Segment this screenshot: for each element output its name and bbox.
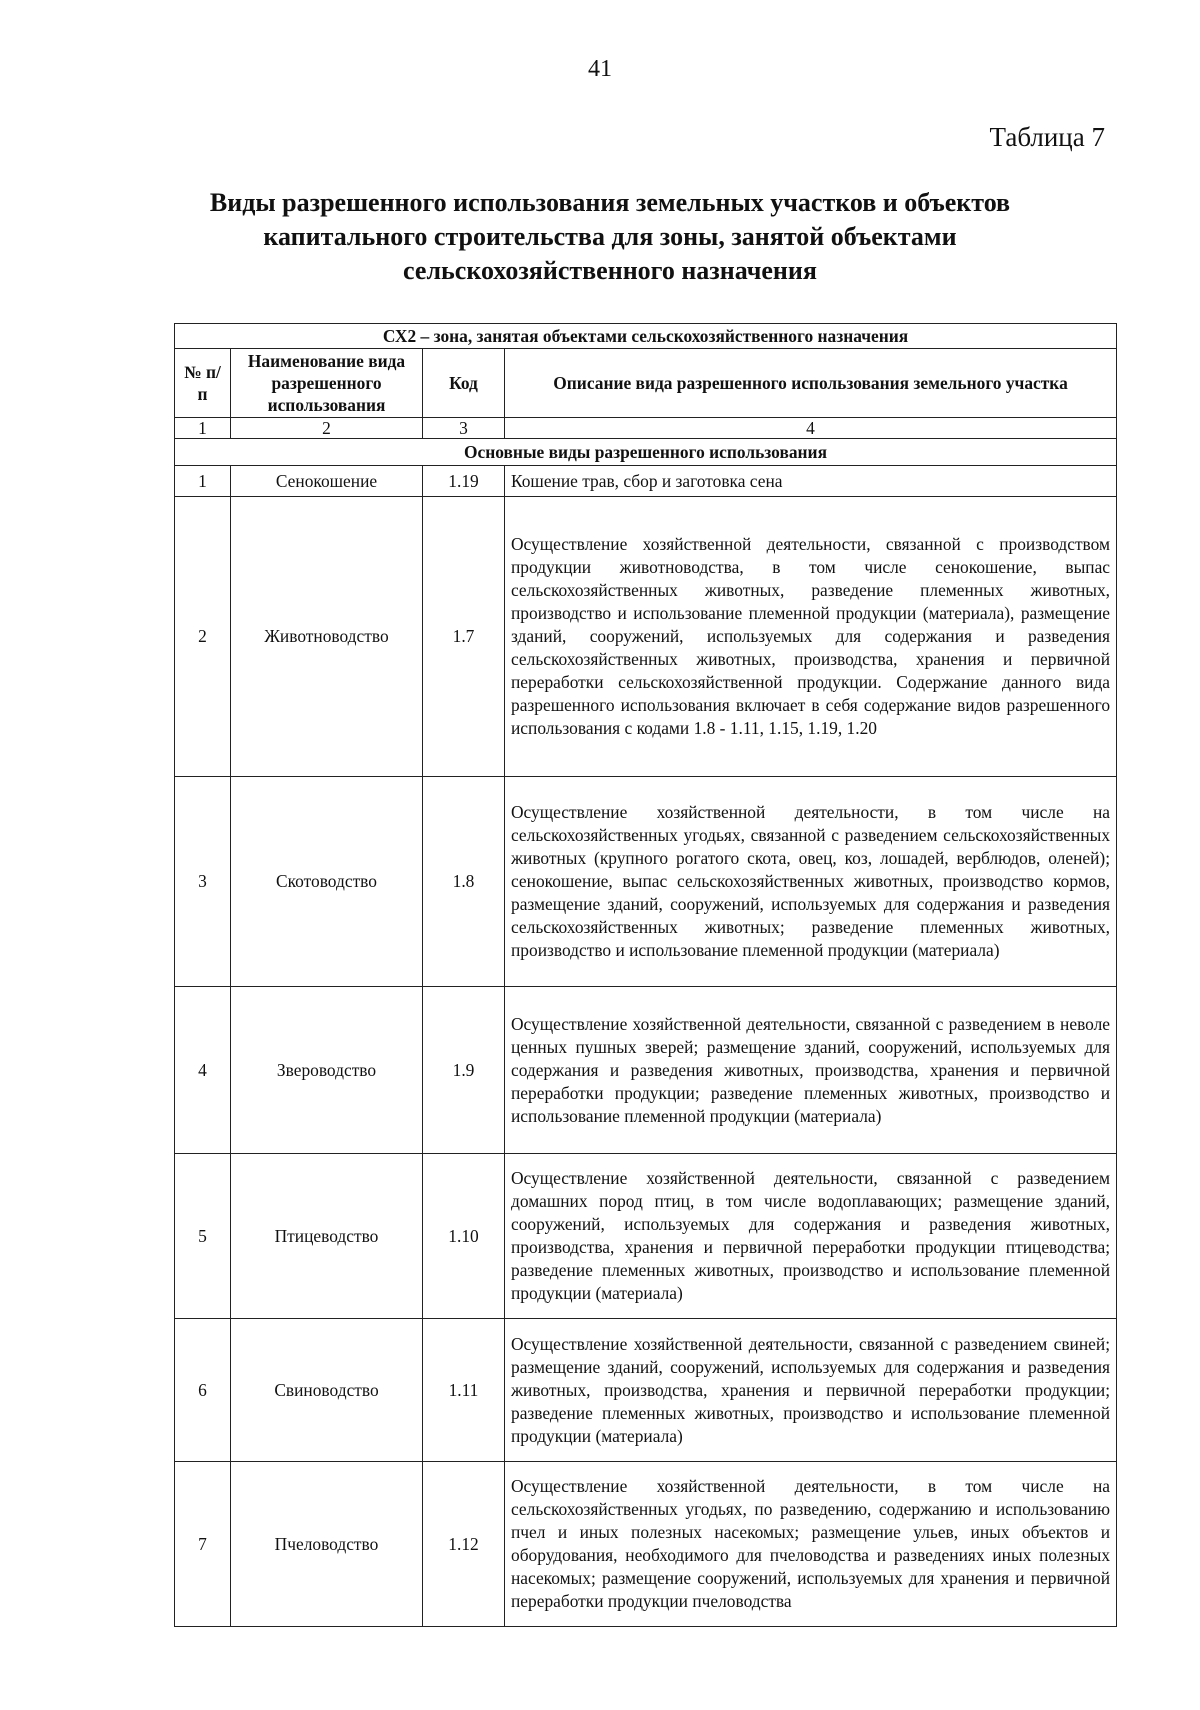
row-description: Осуществление хозяйственной деятельности, в том числе на сельскохозяйственных угодьях, связанной с разведением сельскохозяйственных животных (крупного рогатого скота, овец, коз, лошадей, верблюдов, оленей); сенокошение, выпас сельскохозяйственных животных, производство кормов, размещение зданий, сооружений, используемых для содержания и разведения сельскохозяйственных животных; разведение племенных животных, производство и использование племенной продукции (материала) xyxy=(505,777,1117,987)
page-number: 41 xyxy=(588,56,612,82)
table-row xyxy=(175,1319,1117,1462)
title-line: капитального строительства для зоны, занятой объектами xyxy=(263,222,957,251)
section-title: Основные виды разрешенного использования xyxy=(175,439,1117,466)
row-name: Звероводство xyxy=(231,987,423,1154)
row-name: Сенокошение xyxy=(231,466,423,497)
column-number: 1 xyxy=(175,418,231,439)
row-code: 1.12 xyxy=(423,1462,505,1627)
column-header-code: Код xyxy=(423,349,505,418)
row-code: 1.19 xyxy=(423,466,505,497)
document-title xyxy=(150,186,1070,288)
row-number: 6 xyxy=(175,1319,231,1462)
row-number: 7 xyxy=(175,1462,231,1627)
land-use-table xyxy=(174,323,1117,1627)
column-header-description: Описание вида разрешенного использования земельного участка xyxy=(505,349,1117,418)
table-row xyxy=(175,777,1117,987)
row-description: Кошение трав, сбор и заготовка сена xyxy=(505,466,1117,497)
table-row xyxy=(175,497,1117,777)
title-line: Виды разрешенного использования земельных участков и объектов xyxy=(209,188,1011,217)
row-name: Скотоводство xyxy=(231,777,423,987)
table-row xyxy=(175,1462,1117,1627)
table-row xyxy=(175,466,1117,497)
row-name: Свиноводство xyxy=(231,1319,423,1462)
column-number: 3 xyxy=(423,418,505,439)
row-number: 5 xyxy=(175,1154,231,1319)
table-row xyxy=(175,987,1117,1154)
table-row xyxy=(175,1154,1117,1319)
row-name: Животноводство xyxy=(231,497,423,777)
row-name: Птицеводство xyxy=(231,1154,423,1319)
row-code: 1.8 xyxy=(423,777,505,987)
row-description: Осуществление хозяйственной деятельности, в том числе на сельскохозяйственных угодьях, по разведению, содержанию и использованию пчел и иных полезных насекомых; размещение ульев, иных объектов и оборудования, необходимого для пчеловодства и разведениях иных полезных насекомых; размещение сооружений, используемых для хранения и первичной переработки продукции пчеловодства xyxy=(505,1462,1117,1627)
row-number: 2 xyxy=(175,497,231,777)
zone-header: СХ2 – зона, занятая объектами сельскохозяйственного назначения xyxy=(175,324,1117,349)
row-code: 1.11 xyxy=(423,1319,505,1462)
column-header-num: № п/п xyxy=(175,349,231,418)
row-number: 4 xyxy=(175,987,231,1154)
row-code: 1.7 xyxy=(423,497,505,777)
row-number: 3 xyxy=(175,777,231,987)
row-number: 1 xyxy=(175,466,231,497)
row-description: Осуществление хозяйственной деятельности, связанной с производством продукции животноводства, в том числе сенокошение, выпас сельскохозяйственных животных, разведение племенных животных, производство и использование племенной продукции (материала), размещение зданий, сооружений, используемых для содержания и разведения сельскохозяйственных животных, производства, хранения и первичной переработки сельскохозяйственной продукции. Содержание данного вида разрешенного использования включает в себя содержание видов разрешенного использования с кодами 1.8 - 1.11, 1.15, 1.19, 1.20 xyxy=(505,497,1117,777)
row-description: Осуществление хозяйственной деятельности, связанной с разведением домашних пород птиц, в том числе водоплавающих; размещение зданий, сооружений, используемых для содержания и разведения животных, производства, хранения и первичной переработки продукции птицеводства; разведение племенных животных, производство и использование племенной продукции (материала) xyxy=(505,1154,1117,1319)
row-code: 1.9 xyxy=(423,987,505,1154)
column-number: 2 xyxy=(231,418,423,439)
row-description: Осуществление хозяйственной деятельности, связанной с разведением в неволе ценных пушных зверей; размещение зданий, сооружений, используемых для содержания и разведения животных, производства, хранения и первичной переработки продукции; разведение племенных животных, производство и использование племенной продукции (материала) xyxy=(505,987,1117,1154)
row-name: Пчеловодство xyxy=(231,1462,423,1627)
column-header-name: Наименование вида разрешенного использования xyxy=(231,349,423,418)
table-label: Таблица 7 xyxy=(989,122,1105,152)
row-code: 1.10 xyxy=(423,1154,505,1319)
column-number: 4 xyxy=(505,418,1117,439)
title-line: сельскохозяйственного назначения xyxy=(403,256,817,285)
row-description: Осуществление хозяйственной деятельности, связанной с разведением свиней; размещение зданий, сооружений, используемых для содержания и разведения животных, производства, хранения и первичной переработки продукции; разведение племенных животных, производство и использование племенной продукции (материала) xyxy=(505,1319,1117,1462)
